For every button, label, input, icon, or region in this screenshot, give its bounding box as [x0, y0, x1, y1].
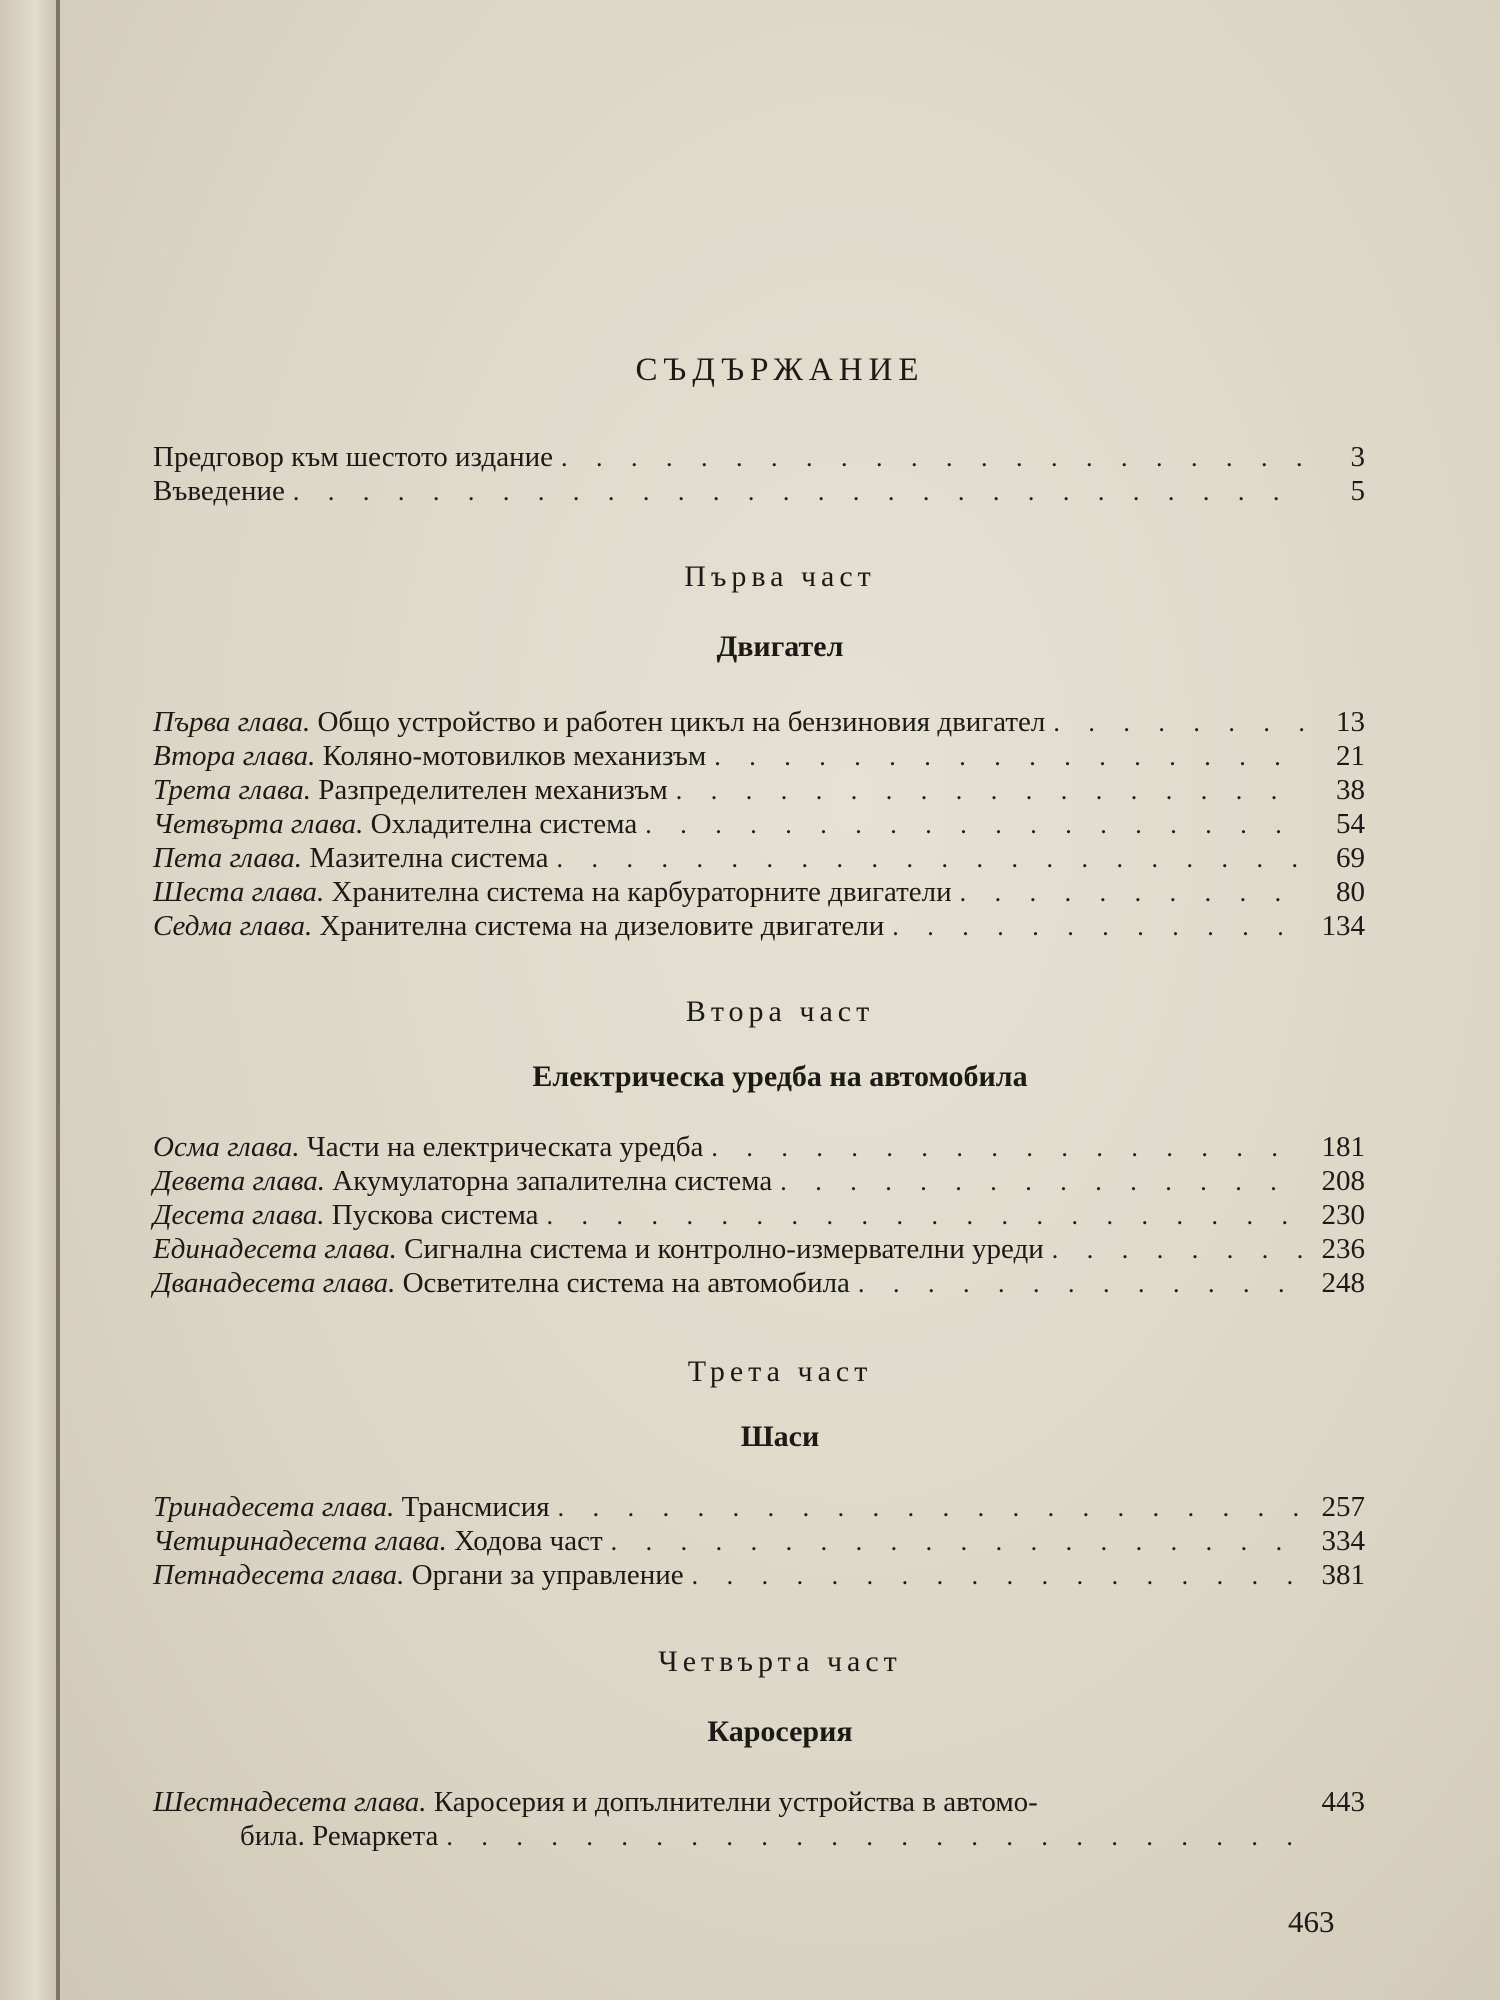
- part-name: Двигател: [716, 630, 844, 663]
- chapter-title: Органи за управление: [411, 1559, 684, 1591]
- entry-page: 443: [1321, 1786, 1365, 1818]
- dot-leader: [706, 740, 1305, 774]
- entry-name: Въведение: [153, 475, 285, 507]
- toc-entry: [153, 841, 1365, 875]
- chapter-number: Шеста глава.: [153, 876, 325, 908]
- dot-leader: [703, 1131, 1305, 1165]
- toc-entry: [153, 1524, 1365, 1558]
- entry-name: [153, 1785, 1038, 1819]
- chapter-number: Десета глава.: [153, 1199, 325, 1231]
- part-label: Втора част: [685, 995, 875, 1028]
- facing-page-edge: [0, 0, 60, 2000]
- chapter-number: Трета глава.: [153, 774, 312, 806]
- part-label: Трета част: [687, 1355, 873, 1388]
- entry-page: 69: [1336, 842, 1365, 874]
- toc-entry: [153, 1164, 1365, 1198]
- chapter-number: Дванадесета глава.: [153, 1267, 396, 1299]
- dot-leader: [548, 842, 1305, 876]
- entry-name: [153, 841, 548, 875]
- entry-name: [153, 1490, 550, 1524]
- entry-name: [153, 705, 1045, 739]
- chapter-title: Осветителна система на автомобила: [402, 1267, 850, 1299]
- dot-leader: [1045, 706, 1305, 740]
- dot-leader: [952, 876, 1305, 910]
- toc-entry: [153, 1558, 1365, 1592]
- part-name: Шаси: [740, 1420, 820, 1453]
- entry-name: Предговор към шестото издание: [153, 441, 554, 473]
- part-name: Каросерия: [707, 1715, 853, 1748]
- toc-entry: [153, 1785, 1365, 1819]
- entry-name: [153, 1524, 603, 1558]
- part-label: Първа част: [684, 560, 876, 593]
- toc-entry: [153, 739, 1365, 773]
- chapter-title-continued: била. Ремаркета: [240, 1820, 439, 1852]
- entry-page: 181: [1321, 1131, 1365, 1163]
- chapter-title: Охладителна система: [370, 808, 638, 840]
- entry-page: 80: [1336, 876, 1365, 908]
- toc-entry-continuation: [240, 1819, 1365, 1853]
- page-title: СЪДЪРЖАНИЕ: [635, 352, 925, 388]
- chapter-title: Коляно-мотовилков механизъм: [322, 740, 707, 772]
- part-label: Четвърта част: [658, 1645, 902, 1678]
- toc-entry: [153, 1130, 1365, 1164]
- dot-leader: [668, 774, 1305, 808]
- chapter-number: Единадесета глава.: [153, 1233, 397, 1265]
- entry-page: 134: [1321, 910, 1365, 942]
- entry-name: [153, 1232, 1044, 1266]
- chapter-title: Хранителна система на карбураторните двигатели: [331, 876, 952, 908]
- toc-entry: [153, 773, 1365, 807]
- chapter-number: Шестнадесета глава.: [153, 1786, 427, 1818]
- chapter-title: Сигнална система и контролно-измервателни уреди: [404, 1233, 1044, 1265]
- entry-name: [153, 875, 952, 909]
- dot-leader: [637, 808, 1305, 842]
- chapter-title: Разпределителен механизъм: [318, 774, 668, 806]
- chapter-number: Осма глава.: [153, 1131, 300, 1163]
- chapter-title: Ходова част: [454, 1525, 603, 1557]
- dot-leader: [285, 475, 1305, 509]
- entry-page: 13: [1336, 706, 1365, 738]
- toc-entry: [153, 1490, 1365, 1524]
- chapter-number: Тринадесета глава.: [153, 1491, 395, 1523]
- entry-name: [153, 1558, 684, 1592]
- entry-name: [153, 909, 884, 943]
- dot-leader: [603, 1525, 1305, 1559]
- chapter-number: Девета глава.: [153, 1165, 326, 1197]
- entry-page: 3: [1350, 441, 1365, 473]
- chapter-number: Четиринадесета глава.: [153, 1525, 447, 1557]
- entry-name: [153, 773, 668, 807]
- chapter-number: Втора глава.: [153, 740, 316, 772]
- entry-page: 334: [1321, 1525, 1365, 1557]
- entry-page: 230: [1321, 1199, 1365, 1231]
- entry-name: [153, 1266, 850, 1300]
- dot-leader: [550, 1491, 1305, 1525]
- entry-page: 54: [1336, 808, 1365, 840]
- chapter-title: Хранителна система на дизеловите двигатели: [319, 910, 885, 942]
- chapter-title: Пускова система: [331, 1199, 539, 1231]
- book-page: [60, 0, 1500, 2000]
- dot-leader: [884, 910, 1305, 944]
- entry-name: [153, 1198, 539, 1232]
- dot-leader: [1044, 1233, 1305, 1267]
- chapter-title: Каросерия и допълнителни устройства в автомо-: [433, 1786, 1038, 1818]
- toc-entry: [153, 909, 1365, 943]
- chapter-number: Седма глава.: [153, 910, 313, 942]
- toc-entry: [153, 1198, 1365, 1232]
- dot-leader: [850, 1267, 1305, 1301]
- entry-page: 38: [1336, 774, 1365, 806]
- chapter-number: Четвърта глава.: [153, 808, 364, 840]
- entry-page: 208: [1321, 1165, 1365, 1197]
- chapter-title: Трансмисия: [401, 1491, 550, 1523]
- toc-entry: [153, 705, 1365, 739]
- entry-page: 248: [1321, 1267, 1365, 1299]
- chapter-title: Части на електрическата уредба: [306, 1131, 704, 1163]
- chapter-number: Петнадесета глава.: [153, 1559, 405, 1591]
- toc-entry: [153, 1232, 1365, 1266]
- toc-entry: [153, 807, 1365, 841]
- entry-page: 5: [1350, 475, 1365, 507]
- part-name: Електрическа уредба на автомобила: [532, 1060, 1028, 1093]
- page-number: 463: [1288, 1904, 1335, 1939]
- chapter-title: Мазителна система: [309, 842, 549, 874]
- chapter-number: Първа глава.: [153, 706, 311, 738]
- toc-entry: [153, 474, 1365, 508]
- chapter-title: Акумулаторна запалителна система: [332, 1165, 773, 1197]
- dot-leader: [772, 1165, 1305, 1199]
- dot-leader: [539, 1199, 1306, 1233]
- toc-entry: [153, 440, 1365, 474]
- entry-page: 236: [1321, 1233, 1365, 1265]
- dot-leader: [553, 441, 1305, 475]
- toc-entry: [153, 875, 1365, 909]
- entry-name: [153, 739, 706, 773]
- entry-name: [153, 807, 637, 841]
- entry-name: [153, 1130, 703, 1164]
- entry-page: 21: [1336, 740, 1365, 772]
- entry-page: 381: [1321, 1559, 1365, 1591]
- toc-entry: [153, 1266, 1365, 1300]
- dot-leader: [684, 1559, 1305, 1593]
- dot-leader: [438, 1820, 1305, 1854]
- entry-name: [153, 1164, 772, 1198]
- chapter-title: Общо устройство и работен цикъл на бензиновия двигател: [317, 706, 1046, 738]
- chapter-number: Пета глава.: [153, 842, 303, 874]
- entry-page: 257: [1321, 1491, 1365, 1523]
